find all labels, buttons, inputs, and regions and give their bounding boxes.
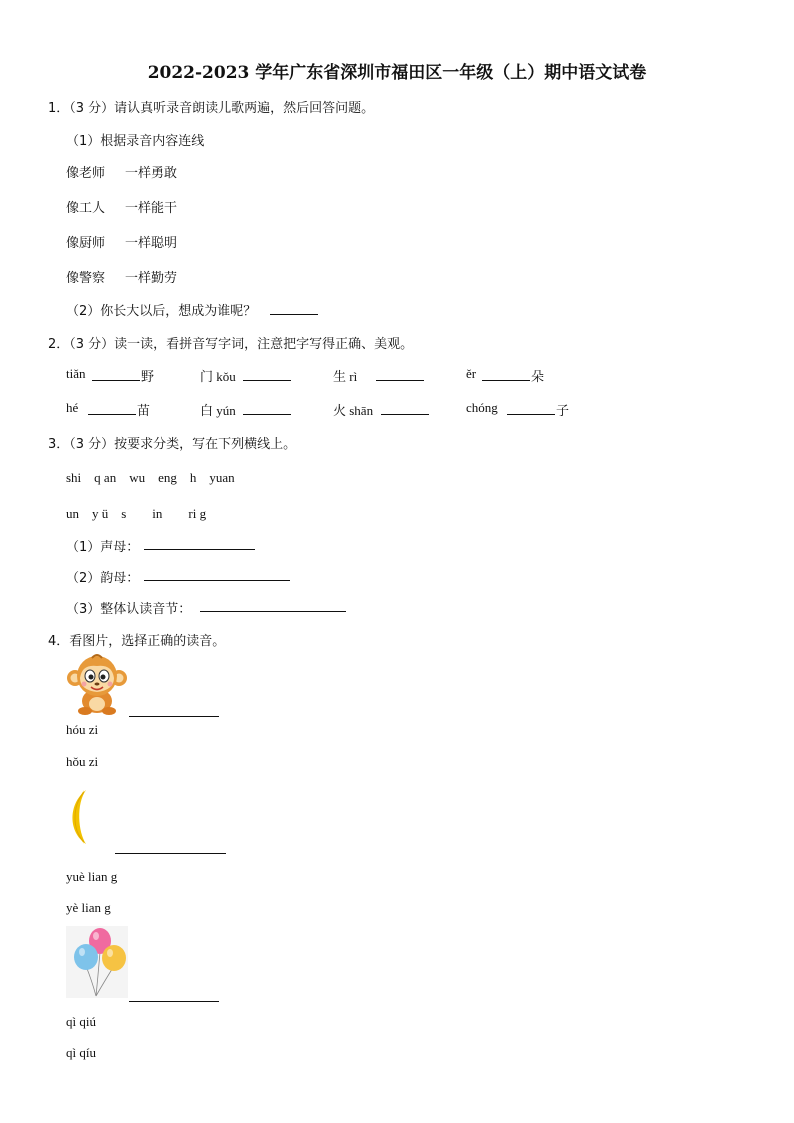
q2-r2-c1-pinyin: hé [66, 400, 79, 415]
moon-icon [66, 786, 114, 850]
q2-r1-c3-blank[interactable] [376, 380, 424, 381]
q1-part2: （2）你长大以后，想成为谁呢？ [66, 304, 257, 319]
q2-r2-c1-blank[interactable] [88, 414, 136, 415]
q4-item1-blank[interactable] [129, 716, 219, 717]
q3-part-b: （2）韵母： [66, 571, 140, 586]
q1-stem: 1．（3 分）请认真听录音朗读儿歌两遍，然后回答问题。 [48, 101, 375, 116]
q4-item3-option2[interactable]: qì qíu [66, 1045, 96, 1060]
q1-right-3: 一样聪明 [125, 236, 178, 251]
q4-item3-blank[interactable] [129, 1001, 219, 1002]
q1-left-2: 像工人 [66, 201, 106, 216]
q4-item1-option1[interactable]: hóu zi [66, 722, 99, 737]
q2-stem: 2．（3 分）读一读，看拼音写字词，注意把字写得正确、美观。 [48, 337, 414, 352]
q3-letters-row2: un y ü s in ri g [66, 506, 207, 521]
q2-r2-c4-pinyin: chóng [466, 400, 498, 415]
balloons-icon [66, 926, 128, 998]
q4-stem: 4．看图片，选择正确的读音。 [48, 634, 226, 649]
q4-item1-option2[interactable]: hǒu zi [66, 754, 99, 769]
q2-r1-c4-char: 朵 [531, 370, 545, 385]
q1-part1: （1）根据录音内容连线 [66, 134, 205, 149]
q2-r1-c2-pinyin: 门 kǒu [200, 369, 236, 384]
q1-right-1: 一样勇敢 [125, 166, 178, 181]
q2-r1-c1-char: 野 [141, 370, 155, 385]
q1-right-2: 一样能干 [125, 201, 178, 216]
q3-part-a: （1）声母： [66, 540, 140, 555]
q1-answer-blank[interactable] [270, 314, 318, 315]
q2-r2-c3-pinyin: 火 shān [333, 403, 374, 418]
q3-part-a-blank[interactable] [144, 549, 255, 550]
q1-left-3: 像厨师 [66, 236, 106, 251]
q2-r1-c4-pinyin: ěr [466, 366, 477, 381]
q2-r1-c3-pinyin: 生 rì [333, 369, 358, 384]
q2-r1-c4-blank[interactable] [482, 380, 530, 381]
q2-r1-c2-blank[interactable] [243, 380, 291, 381]
q1-left-4: 像警察 [66, 271, 106, 286]
q1-left-1: 像老师 [66, 166, 106, 181]
q2-r1-c1-pinyin: tiǎn [66, 366, 86, 381]
q4-item3-option1[interactable]: qì qiú [66, 1014, 96, 1029]
q3-part-c-blank[interactable] [200, 611, 346, 612]
q2-r2-c2-blank[interactable] [243, 414, 291, 415]
q1-right-4: 一样勤劳 [125, 271, 178, 286]
q2-r2-c4-char: 子 [556, 404, 570, 419]
q2-r2-c3-blank[interactable] [381, 414, 429, 415]
monkey-icon [66, 652, 128, 716]
q2-r2-c1-char: 苗 [137, 404, 151, 419]
q3-stem: 3．（3 分）按要求分类，写在下列横线上。 [48, 437, 297, 452]
q3-part-b-blank[interactable] [144, 580, 290, 581]
q2-r2-c2-pinyin: 白 yún [200, 403, 236, 418]
q4-item2-option2[interactable]: yè lian g [66, 900, 111, 915]
q3-letters-row1: shi q an wu eng h yuan [66, 470, 235, 485]
q4-item2-option1[interactable]: yuè lian g [66, 869, 118, 884]
page-title: 2022-2023 学年广东省深圳市福田区一年级（上）期中语文试卷 [147, 63, 647, 83]
q2-r2-c4-blank[interactable] [507, 414, 555, 415]
q2-r1-c1-blank[interactable] [92, 380, 140, 381]
q4-item2-blank[interactable] [115, 853, 226, 854]
q3-part-c: （3）整体认读音节： [66, 602, 192, 617]
